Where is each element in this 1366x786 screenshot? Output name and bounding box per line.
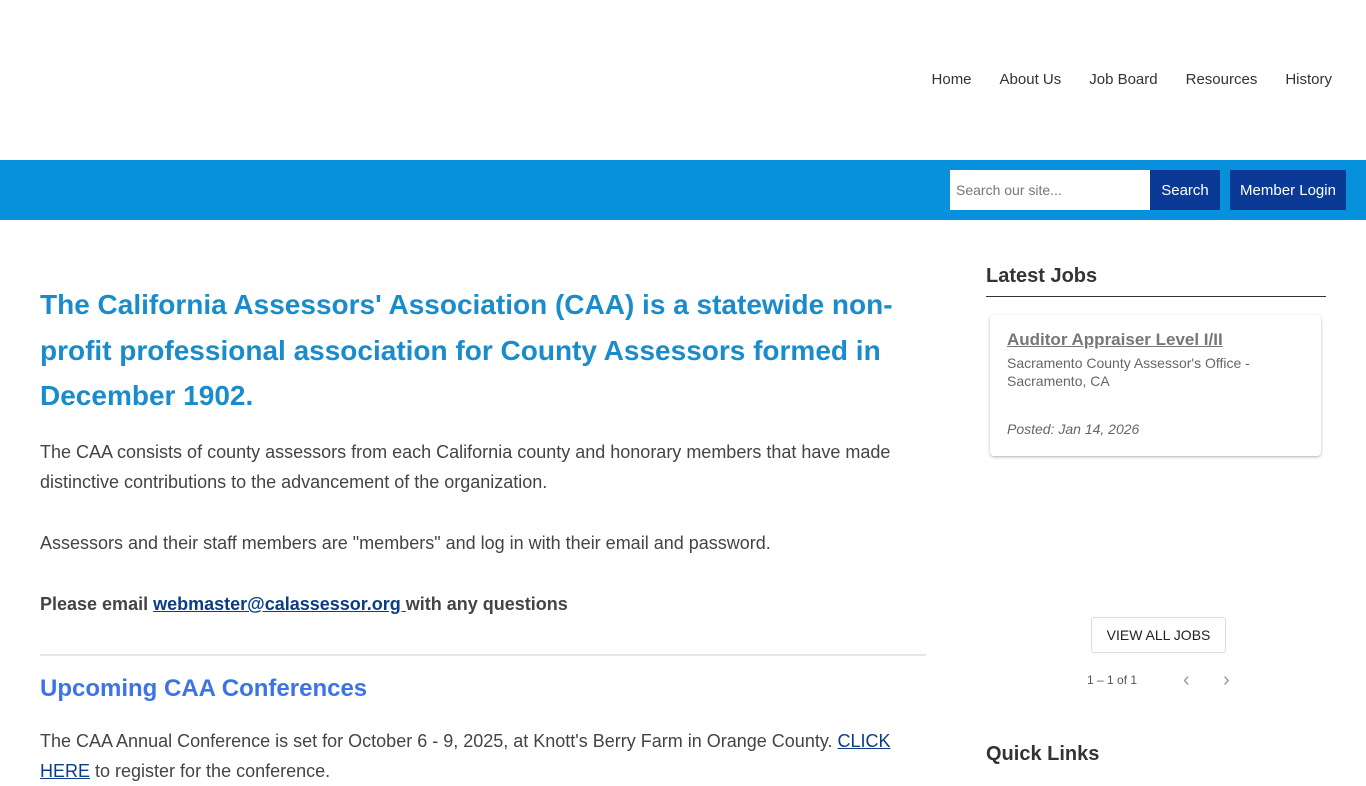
nav-history[interactable]: History (1285, 71, 1332, 88)
contact-suffix: with any questions (405, 594, 568, 614)
page-headline: The California Assessors' Association (CAA) is a statewide non-profit professional association for County Assessors formed in December 1902. (40, 289, 893, 411)
contact-paragraph (40, 589, 910, 619)
view-all-jobs-button[interactable]: VIEW ALL JOBS (1091, 617, 1226, 653)
search-button[interactable]: Search (1150, 170, 1220, 210)
webmaster-email-link[interactable]: webmaster@calassessor.org (153, 594, 406, 614)
search-input[interactable] (950, 170, 1150, 210)
latest-jobs-rule (986, 296, 1326, 297)
main-nav (932, 71, 1332, 89)
conference-text: The CAA Annual Conference is set for October 6 - 9, 2025, at Knott's Berry Farm in Orange County. (40, 731, 838, 751)
intro-paragraph: The CAA consists of county assessors from each California county and honorary members that have made distinctive contributions to the advancement of the organization. (40, 442, 891, 492)
latest-jobs-heading: Latest Jobs (986, 265, 1098, 287)
job-title-link[interactable]: Auditor Appraiser Level I/II (1007, 330, 1223, 349)
conferences-heading: Upcoming CAA Conferences (40, 675, 368, 702)
nav-resources[interactable]: Resources (1185, 71, 1258, 88)
pagination-status: 1 – 1 of 1 (1087, 673, 1138, 687)
chevron-right-icon[interactable]: › (1223, 669, 1230, 691)
section-divider (40, 654, 926, 656)
job-posted-date: Posted: Jan 14, 2026 (1007, 421, 1140, 437)
sidebar (986, 260, 1326, 765)
job-card (990, 315, 1321, 456)
conference-paragraph (40, 726, 920, 786)
members-paragraph: Assessors and their staff members are "members" and log in with their email and password. (40, 533, 771, 553)
nav-about-us[interactable]: About Us (999, 71, 1062, 88)
conference-register-link[interactable]: CLICK HERE (40, 731, 891, 781)
job-organization: Sacramento County Assessor's Office - Sacramento, CA (1007, 355, 1250, 389)
nav-job-board[interactable]: Job Board (1089, 71, 1158, 88)
member-login-button[interactable]: Member Login (1230, 170, 1346, 210)
quick-links-heading: Quick Links (986, 743, 1100, 765)
main-content (40, 282, 926, 781)
nav-home[interactable]: Home (931, 71, 972, 88)
conference-text-after: to register for the conference. (90, 761, 331, 781)
chevron-left-icon[interactable]: ‹ (1183, 669, 1190, 691)
contact-prefix: Please email (40, 594, 154, 614)
